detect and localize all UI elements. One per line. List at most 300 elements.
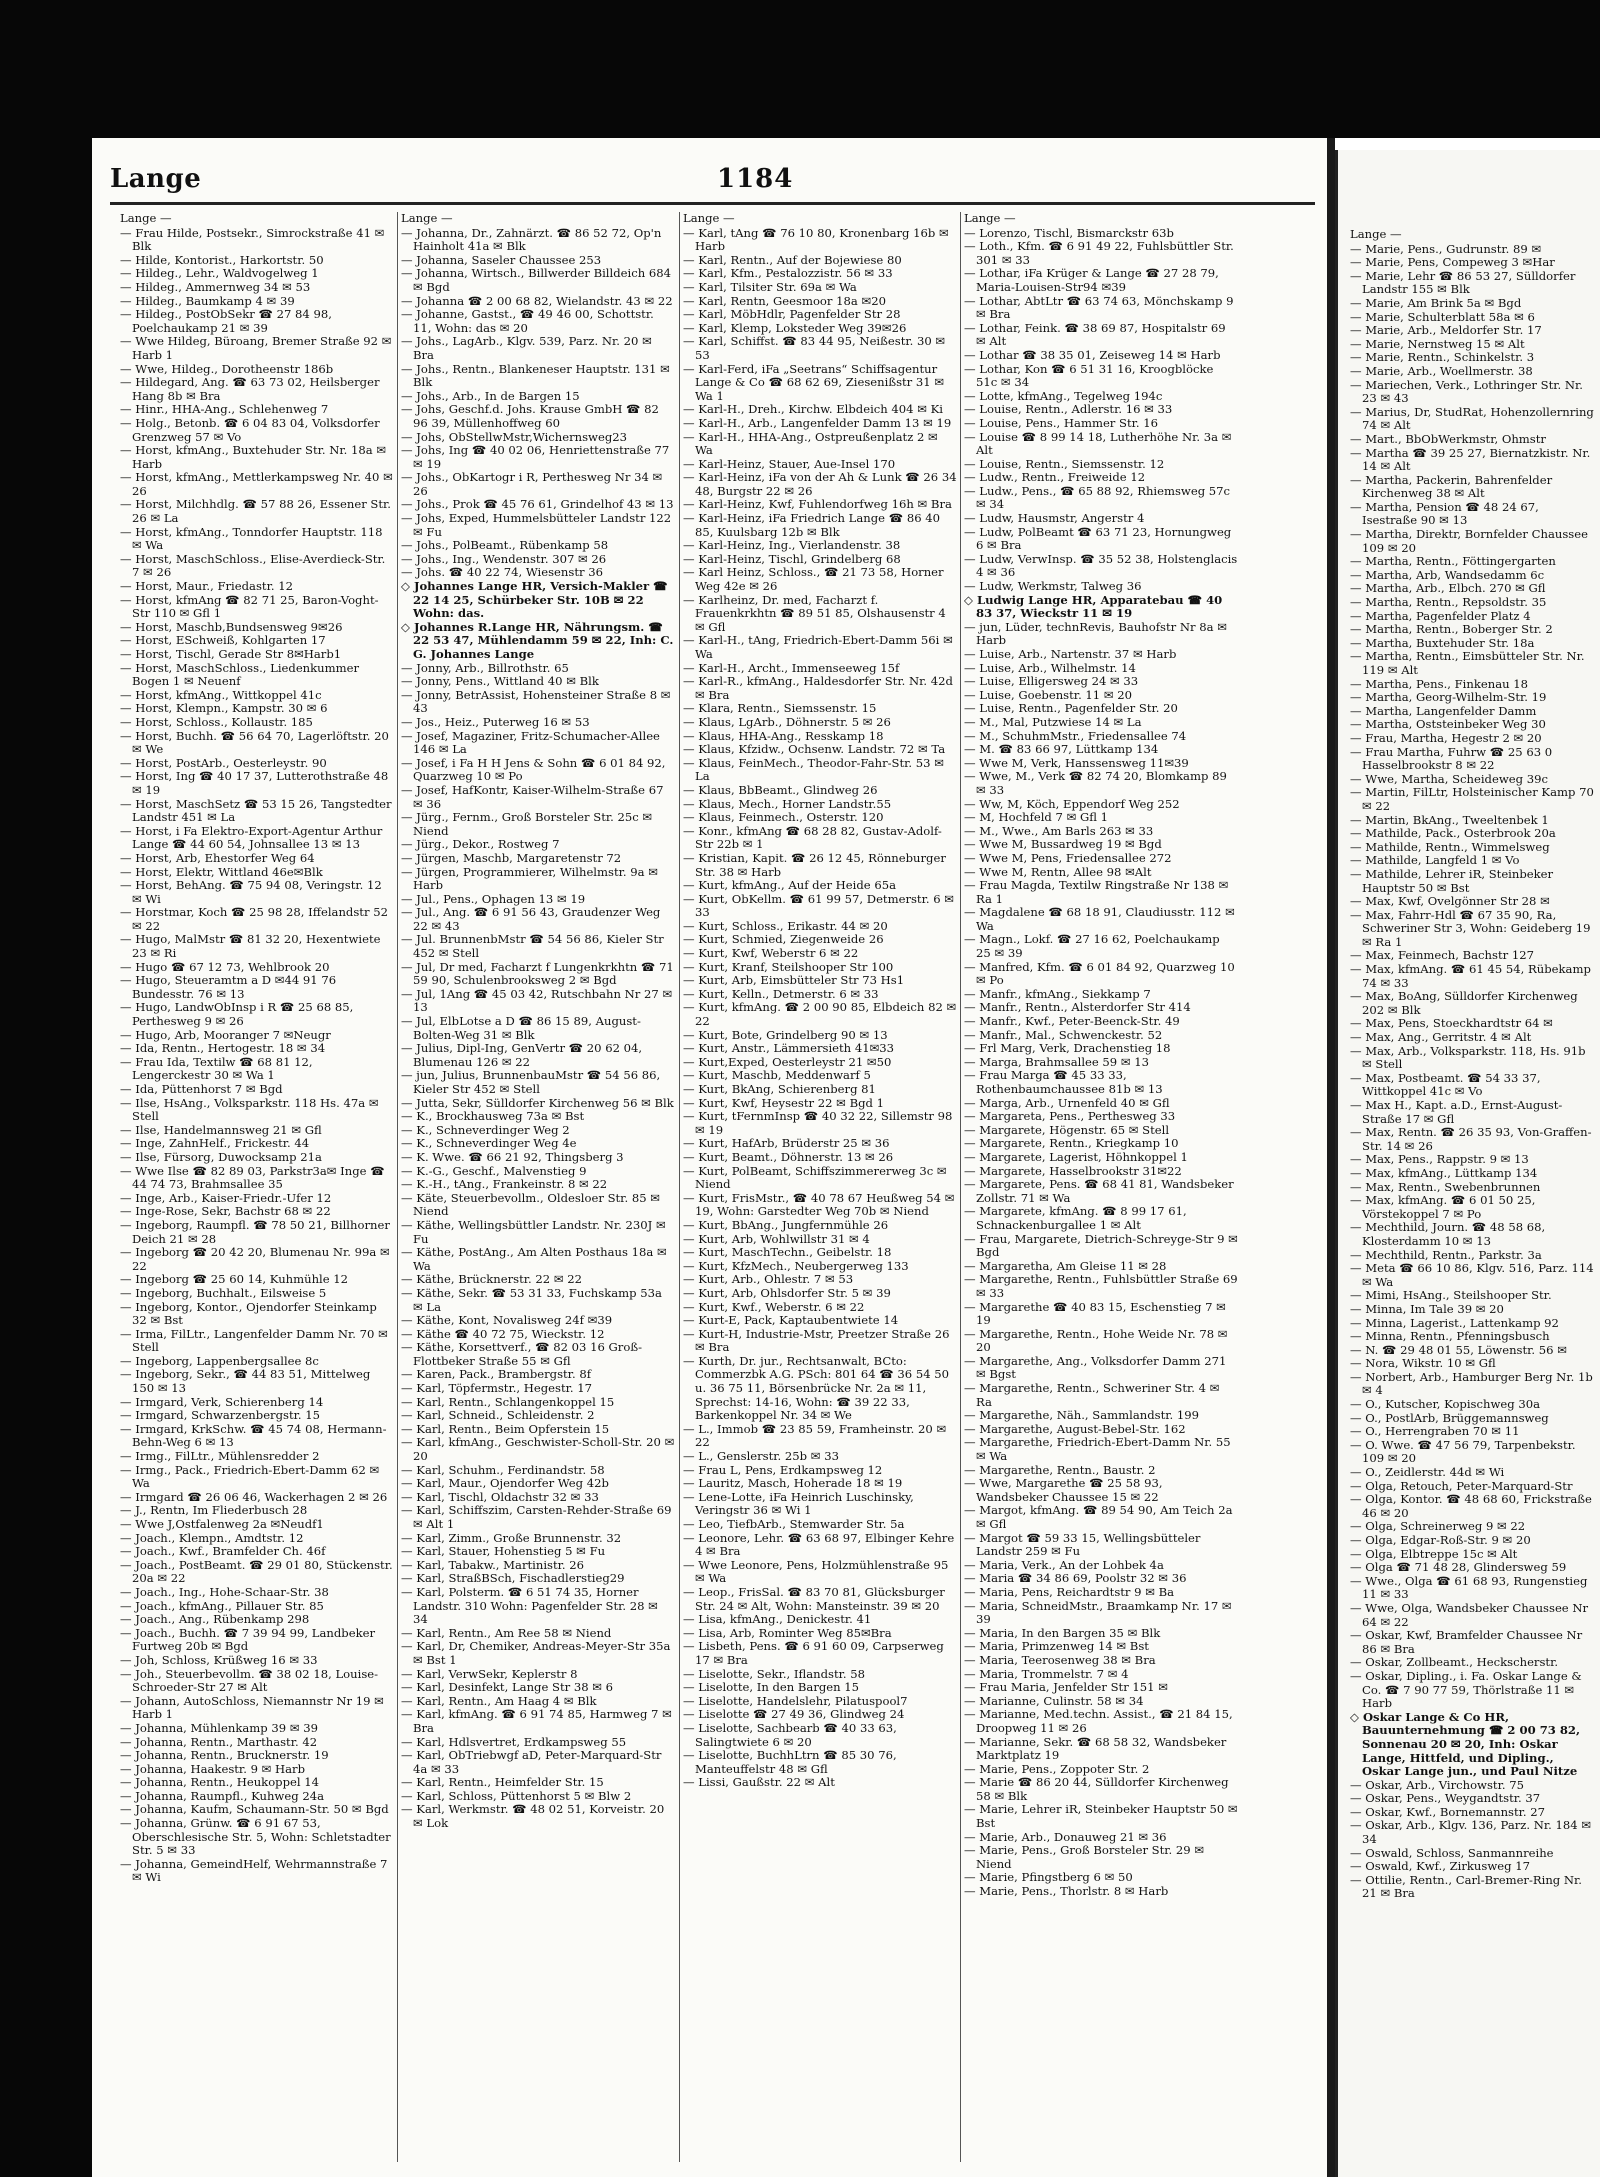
directory-entry: — Frau Magda, Textilw Ringstraße Nr 138 ✉ Ra 1 — [964, 878, 1229, 906]
directory-entry: — Martha, Packerin, Bahrenfelder Kirchenweg 38 ✉ Alt — [1350, 472, 1553, 501]
directory-entry: — Kurt, Kelln., Detmerstr. 6 ✉ 33 — [683, 986, 879, 1001]
directory-entry: — Ilse, Fürsorg, Duwocksamp 21a — [120, 1149, 322, 1164]
directory-entry: — Wwe, Martha, Scheideweg 39c — [1350, 771, 1548, 786]
directory-entry: — Luise, Arb., Nartenstr. 37 ✉ Harb — [964, 647, 1177, 661]
directory-entry: — Max, kfmAng. ☎ 61 45 54, Rübekamp 74 ✉ 33 — [1350, 962, 1591, 990]
directory-entry: — Liselotte, Handelslehr, Pilatuspool7 — [683, 1693, 908, 1708]
directory-entry: — Ww, M, Köch, Eppendorf Weg 252 — [964, 796, 1180, 811]
directory-entry: — Kurt, PolBeamt, Schiffszimmererweg 3c ✉ Niend — [683, 1163, 947, 1192]
directory-entry: — Manfr., kfmAng., Siekkamp 7 — [964, 986, 1151, 1001]
directory-entry: — Käthe, PostAng., Am Alten Posthaus 18a ✉ Wa — [401, 1245, 667, 1273]
directory-entry: — O. Wwe. ☎ 47 56 79, Tarpenbekstr. 109 ✉ 20 — [1350, 1437, 1576, 1466]
directory-entry: — Horst, kfmAng., Mettlerkampsweg Nr. 40 ✉ 26 — [120, 470, 393, 498]
directory-entry: — Louise, Rentn., Siemssenstr. 12 — [964, 456, 1165, 471]
directory-entry: — K. Wwe. ☎ 66 21 92, Thingsberg 3 — [401, 1149, 624, 1164]
directory-entry: — Olga, Edgar-Roß-Str. 9 ✉ 20 — [1350, 1533, 1531, 1547]
directory-entry: — Marga, Arb., Urnenfeld 40 ✉ Gfl — [964, 1095, 1170, 1110]
directory-entry: — Karl, Schloss, Püttenhorst 5 ✉ Blw 2 — [401, 1788, 632, 1803]
directory-entry: — Karl, Schuhm., Ferdinandstr. 58 — [401, 1462, 605, 1477]
directory-entry: — Ludw., Rentn., Freiweide 12 — [964, 470, 1146, 485]
directory-entry: — Karl, Dr, Chemiker, Andreas-Meyer-Str 35a ✉ Bst 1 — [401, 1639, 671, 1667]
directory-entry: — Marie, Arb., Woellmerstr. 38 — [1350, 363, 1533, 378]
directory-entry: — Martha, Arb., Elbch. 270 ✉ Gfl — [1350, 581, 1546, 596]
directory-entry: — Ingeborg, Lappenbergsallee 8c — [120, 1353, 319, 1368]
directory-entry: — Horst, Maur., Friedastr. 12 — [120, 579, 293, 594]
directory-entry: — Joach., Ing., Hohe-Schaar-Str. 38 — [120, 1584, 329, 1599]
directory-entry: — Ludw., Pens., ☎ 65 88 92, Rhiemsweg 57c ✉ 34 — [964, 483, 1231, 512]
directory-entry: — Leop., FrisSal. ☎ 83 70 81, Glücksburger Str. 24 ✉ Alt, Wohn: Mansteinstr. 39 ✉ 20 — [683, 1584, 945, 1613]
directory-entry: — Karl, tAng ☎ 76 10 80, Kronenbarg 16b ✉ Harb — [683, 225, 949, 254]
column-continuation-head: Lange — — [1350, 228, 1402, 241]
directory-entry: — Marie, Arb., Donauweg 21 ✉ 36 — [964, 1829, 1167, 1844]
directory-entry: — Max, Pens., Rappstr. 9 ✉ 13 — [1350, 1152, 1529, 1167]
directory-entry: — Marianne, Med.techn. Assist., ☎ 21 84 15, Droopweg 11 ✉ 26 — [964, 1707, 1233, 1735]
directory-entry: — Wwe, M., Verk ☎ 82 74 20, Blomkamp 89 ✉ 33 — [964, 769, 1227, 797]
directory-entry: — Lothar, AbtLtr ☎ 63 74 63, Mönchskamp 9 ✉ Bra — [964, 293, 1234, 322]
directory-entry: — Marie, Pfingstberg 6 ✉ 50 — [964, 1870, 1133, 1885]
directory-entry: — Ludw, PolBeamt ☎ 63 71 23, Hornungweg 6 ✉ Bra — [964, 524, 1232, 553]
directory-entry: — Johanna, Wirtsch., Billwerder Billdeich 684 ✉ Bgd — [401, 266, 671, 294]
directory-entry: — Ingeborg, Raumpfl. ☎ 78 50 21, Billhorner Deich 21 ✉ 28 — [120, 1217, 390, 1246]
directory-entry: — Kurt, kfmAng. ☎ 2 00 90 85, Elbdeich 82 ✉ 22 — [683, 1000, 957, 1029]
directory-entry: — Frau, Margarete, Dietrich-Schreyge-Str 9 ✉ Bgd — [964, 1231, 1238, 1260]
directory-entry: — Kurt,Exped, Oesterleystr 21 ✉50 — [683, 1054, 892, 1069]
directory-entry: — Martin, FilLtr, Holsteinischer Kamp 70 ✉ 22 — [1350, 785, 1594, 813]
directory-entry: — Inge, ZahnHelf., Frickestr. 44 — [120, 1136, 310, 1151]
directory-entry: — Inge-Rose, Sekr, Bachstr 68 ✉ 22 — [120, 1204, 331, 1219]
directory-entry: — Margarethe, Rentn., Fuhlsbüttler Straße 69 ✉ 33 — [964, 1272, 1238, 1300]
directory-entry: — Horst, Klempn., Kampstr. 30 ✉ 6 — [120, 701, 328, 716]
directory-entry: — Josef, HafKontr, Kaiser-Wilhelm-Straße 67 ✉ 36 — [401, 782, 664, 811]
directory-entry: — Liselotte, In den Bargen 15 — [683, 1680, 860, 1695]
scan-top-margin — [0, 0, 1600, 138]
directory-entry: — Irmg., Pack., Friedrich-Ebert-Damm 62 ✉ Wa — [120, 1462, 380, 1491]
directory-entry: — Magn., Lokf. ☎ 27 16 62, Poelchaukamp 25 ✉ 39 — [964, 932, 1220, 961]
column-divider — [960, 212, 961, 2162]
directory-entry: — Max, kfmAng. ☎ 6 01 50 25, Vörstekoppel 7 ✉ Po — [1350, 1193, 1536, 1221]
directory-entry: — Horst, Maschb,Bundsensweg 9✉26 — [120, 619, 343, 634]
directory-entry: — Frl Marg, Verk, Drachenstieg 18 — [964, 1041, 1171, 1056]
directory-entry: — Karl, Rentn., Schlangenkoppel 15 — [401, 1394, 615, 1409]
directory-entry: — Max, Postbeamt. ☎ 54 33 37, Wittkoppel 41c ✉ Vo — [1350, 1070, 1541, 1099]
directory-entry: — Hugo, MalMstr ☎ 81 32 20, Hexentwiete 23 ✉ Ri — [120, 932, 381, 961]
column-continuation-head: Lange — — [964, 212, 1016, 225]
directory-entry: — Jul. BrunnenbMstr ☎ 54 56 86, Kieler Str 452 ✉ Stell — [401, 932, 664, 961]
directory-entry: — Max, Fahrr-Hdl ☎ 67 35 90, Ra, Schweriner Str 3, Wohn: Geideberg 19 ✉ Ra 1 — [1350, 907, 1591, 949]
directory-entry: — Wwe Hildeg, Büroang, Bremer Straße 92 ✉ Harb 1 — [120, 334, 392, 362]
directory-entry: — Margarete, Hasselbrookstr 31✉22 — [964, 1163, 1182, 1178]
directory-entry: — Lene-Lotte, iFa Heinrich Luschinsky, Veringstr 36 ✉ Wi 1 — [683, 1489, 914, 1518]
directory-entry: — Inge, Arb., Kaiser-Friedr.-Ufer 12 — [120, 1190, 332, 1205]
directory-entry: — Lisa, kfmAng., Denickestr. 41 — [683, 1612, 872, 1627]
directory-entry: — Jürgen, Programmierer, Wilhelmstr. 9a ✉ Harb — [401, 864, 658, 893]
directory-entry: — O., Herrengraben 70 ✉ 11 — [1350, 1424, 1520, 1439]
running-header-name: Lange — [110, 164, 202, 194]
directory-entry: — Hugo, LandwObInsp i R ☎ 25 68 85, Perthesweg 9 ✉ 26 — [120, 1000, 354, 1029]
directory-entry: — Mechthild, Rentn., Parkstr. 3a — [1350, 1247, 1542, 1262]
directory-entry: — Louise ☎ 8 99 14 18, Lutherhöhe Nr. 3a ✉ Alt — [964, 429, 1232, 458]
directory-entry: — Wwe., Olga ☎ 61 68 93, Rungenstieg 11 ✉ 33 — [1350, 1573, 1588, 1602]
directory-entry: — Margarete, Lagerist, Höhnkoppel 1 — [964, 1149, 1188, 1164]
directory-entry: — Josef, i Fa H H Jens & Sohn ☎ 6 01 84 92, Quarzweg 10 ✉ Po — [401, 755, 666, 784]
directory-entry: — Martha, Direktr, Bornfelder Chaussee 109 ✉ 20 — [1350, 527, 1588, 555]
directory-entry: — Leonore, Lehr. ☎ 63 68 97, Elbinger Kehre 4 ✉ Bra — [683, 1530, 955, 1559]
column-continuation-head: Lange — — [120, 212, 172, 225]
directory-entry: — K., Brockhausweg 73a ✉ Bst — [401, 1109, 585, 1124]
directory-entry: — Martha, Rentn., Föttingergarten — [1350, 554, 1556, 569]
directory-entry: — Karl-Heinz, Ing., Vierlandenstr. 38 — [683, 538, 901, 553]
directory-entry: ◇ Johannes R.Lange HR, Nährungsm. ☎ 22 53 47, Mühlendamm 59 ✉ 22, Inh: C. G. Johannes Lange — [401, 619, 674, 661]
directory-entry: — Wwe Ilse ☎ 82 89 03, Parkstr3a✉ Inge ☎ 44 74 73, Brahmsallee 35 — [120, 1163, 385, 1192]
directory-entry: — Martha, Pension ☎ 48 24 67, Isestraße 90 ✉ 13 — [1350, 499, 1539, 528]
directory-entry: — Horst, Ing ☎ 40 17 37, Lutterothstraße 48 ✉ 19 — [120, 769, 389, 797]
directory-entry: — Olga, Retouch, Peter-Marquard-Str — [1350, 1478, 1573, 1493]
directory-entry: — J., Rentn, Im Fliederbusch 28 — [120, 1503, 308, 1518]
directory-entry: — Joach., Kwf., Bramfelder Ch. 46f — [120, 1544, 326, 1559]
directory-entry: — Max H., Kapt. a.D., Ernst-August-Straße 17 ✉ Gfl — [1350, 1098, 1563, 1126]
directory-entry: — Margarethe, Rentn., Schweriner Str. 4 ✉ Ra — [964, 1381, 1220, 1409]
directory-entry: — Martha, Rentn., Boberger Str. 2 — [1350, 622, 1553, 637]
directory-entry: — Irmgard, Schwarzenbergstr. 15 — [120, 1408, 321, 1423]
directory-entry: — Jul., Ang. ☎ 6 91 56 43, Graudenzer Weg 22 ✉ 43 — [401, 905, 661, 933]
directory-entry: — Margarethe, August-Bebel-Str. 162 — [964, 1421, 1186, 1436]
directory-entry: — Ottilie, Rentn., Carl-Bremer-Ring Nr. 21 ✉ Bra — [1350, 1872, 1582, 1901]
directory-entry: — Frau L, Pens, Erdkampsweg 12 — [683, 1462, 883, 1477]
directory-entry: — Johanna, GemeindHelf, Wehrmannstraße 7 ✉ Wi — [120, 1856, 388, 1885]
directory-entry: — Horst, MaschSetz ☎ 53 15 26, Tangstedter Landstr 451 ✉ La — [120, 796, 392, 825]
directory-entry: — Margarete, Pens. ☎ 68 41 81, Wandsbeker Zollstr. 71 ✉ Wa — [964, 1177, 1234, 1205]
directory-entry: — Maria, Teerosenweg 38 ✉ Bra — [964, 1652, 1156, 1667]
directory-entry: — Irmgard, Verk, Schierenberg 14 — [120, 1394, 324, 1409]
directory-entry: — Margarete, Högenstr. 65 ✉ Stell — [964, 1122, 1170, 1137]
directory-entry: — Martha, Rentn., Repsoldstr. 35 — [1350, 595, 1547, 610]
directory-entry: — jun, Lüder, technRevis, Bauhofstr Nr 8a ✉ Harb — [964, 619, 1227, 648]
directory-entry: — Mart., BbObWerkmstr, Ohmstr — [1350, 431, 1546, 446]
directory-entry: — Kurt, HafArb, Brüderstr 25 ✉ 36 — [683, 1136, 890, 1151]
scan-left-margin — [0, 0, 92, 2177]
directory-entry: — Manfred, Kfm. ☎ 6 01 84 92, Quarzweg 10 ✉ Po — [964, 959, 1235, 988]
directory-entry: — Minna, Lagerist., Lattenkamp 92 — [1350, 1315, 1559, 1330]
directory-entry: — Kurt, Schloss., Erikastr. 44 ✉ 20 — [683, 918, 888, 933]
directory-entry: — Kurt, Arb, Eimsbütteler Str 73 Hs1 — [683, 973, 905, 988]
directory-entry: — Lothar, Feink. ☎ 38 69 87, Hospitalstr 69 ✉ Alt — [964, 320, 1226, 349]
directory-entry: — Kristian, Kapit. ☎ 26 12 45, Rönneburger Str. 38 ✉ Harb — [683, 850, 946, 879]
directory-entry: — Margarethe, Ang., Volksdorfer Damm 271 ✉ Bgst — [964, 1353, 1227, 1382]
directory-entry: — Maria, Trommelstr. 7 ✉ 4 — [964, 1666, 1129, 1681]
directory-entry: — Joh, Schloss, Krüßweg 16 ✉ 33 — [120, 1652, 318, 1667]
entry-list — [401, 227, 675, 1831]
directory-entry: — Karl, Desinfekt, Lange Str 38 ✉ 6 — [401, 1680, 614, 1695]
directory-entry: — Wwe M, Verk, Hanssensweg 11✉39 — [964, 755, 1189, 770]
directory-entry: — Liselotte ☎ 27 49 36, Glindweg 24 — [683, 1707, 905, 1722]
directory-entry: — Wwe, Olga, Wandsbeker Chaussee Nr 64 ✉ 22 — [1350, 1600, 1589, 1629]
directory-entry: — Hildegard, Ang. ☎ 63 73 02, Heilsberger Hang 8b ✉ Bra — [120, 375, 380, 403]
directory-entry: — Kurt, Maschb, Meddenwarf 5 — [683, 1068, 871, 1083]
directory-entry: — Klaus, HHA-Ang., Resskamp 18 — [683, 728, 884, 743]
directory-entry: — Kurt, KfzMech., Neubergerweg 133 — [683, 1258, 909, 1273]
directory-entry: — Liselotte, BuchhLtrn ☎ 85 30 76, Manteuffelstr 48 ✉ Gfl — [683, 1748, 897, 1776]
directory-entry: — Kurt, Arb, Wohlwillstr 31 ✉ 4 — [683, 1231, 870, 1246]
header-rule — [110, 202, 1315, 205]
directory-entry: — Johs, Exped, Hummelsbütteler Landstr 122 ✉ Fu — [401, 511, 672, 539]
directory-entry: — Karl-H., Dreh., Kirchw. Elbdeich 404 ✉ Ki — [683, 402, 944, 417]
directory-entry: — Mathilde, Lehrer iR, Steinbeker Hauptstr 50 ✉ Bst — [1350, 866, 1554, 895]
directory-entry: — Hinr., HHA-Ang., Schlehenweg 7 — [120, 402, 329, 417]
directory-entry: — Max, Pens, Stoeckhardtstr 64 ✉ — [1350, 1016, 1553, 1031]
directory-entry: — K.-G., Geschf., Malvenstieg 9 — [401, 1163, 587, 1178]
directory-entry: — Kurt, Arb., Ohlestr. 7 ✉ 53 — [683, 1272, 854, 1287]
directory-entry: — Karl, Schiffst. ☎ 83 44 95, Neißestr. 30 ✉ 53 — [683, 334, 946, 362]
directory-entry: — Margarete, Rentn., Kriegkamp 10 — [964, 1136, 1179, 1151]
directory-entry: — Horst, Schloss., Kollaustr. 185 — [120, 714, 313, 729]
directory-entry: — Kurt, MaschTechn., Geibelstr. 18 — [683, 1245, 892, 1260]
directory-entry: — Karl, StraßBSch, Fischadlerstieg29 — [401, 1571, 625, 1586]
directory-entry: — Maria, Primzenweg 14 ✉ Bst — [964, 1639, 1149, 1654]
directory-entry: — Minna, Im Tale 39 ✉ 20 — [1350, 1301, 1504, 1316]
column-divider — [397, 212, 398, 2162]
directory-entry: — Minna, Rentn., Pfenningsbusch — [1350, 1329, 1550, 1344]
directory-entry: — Johanna, Grünw. ☎ 6 91 67 53, Oberschlesische Str. 5, Wohn: Schletstadter Str. 5 ✉ 33 — [120, 1816, 391, 1858]
directory-entry: — Kurth, Dr. jur., Rechtsanwalt, BCto: Commerzbk A.G. PSch: 801 64 ☎ 36 54 50 u. 36 75 11, Börsenbrücke Nr. 2a ✉ 11, Sprechst: 14-16, Wohn: ☎ 39 22 33, Barkenkoppel Nr. 34 ✉ We — [683, 1353, 950, 1423]
directory-entry: — Kurt, tFernmInsp ☎ 40 32 22, Sillemstr 98 ✉ 19 — [683, 1109, 953, 1137]
directory-entry: — Marie, Pens., Zoppoter Str. 2 — [964, 1761, 1150, 1776]
directory-entry: — Hugo, Steueramtm a D ✉44 91 76 Bundesstr. 76 ✉ 13 — [120, 973, 337, 1001]
directory-entry: — Hildeg., Baumkamp 4 ✉ 39 — [120, 293, 295, 308]
directory-entry: — Jul, ElbLotse a D ☎ 86 15 89, August-Bolten-Weg 31 ✉ Blk — [401, 1014, 641, 1042]
directory-entry: — Jonny, Pens., Wittland 40 ✉ Blk — [401, 674, 599, 689]
directory-entry: — Max, Arb., Volksparkstr. 118, Hs. 91b ✉ Stell — [1350, 1043, 1586, 1072]
directory-entry: — Johanna, Haakestr. 9 ✉ Harb — [120, 1761, 306, 1776]
directory-entry: — Kurt, Kwf., Weberstr. 6 ✉ 22 — [683, 1299, 865, 1314]
directory-entry: — Kurt, BbAng., Jungfernmühle 26 — [683, 1217, 889, 1232]
directory-entry: — Frau Martha, Fuhrw ☎ 25 63 0 Hasselbrookstr 8 ✉ 22 — [1350, 744, 1553, 773]
directory-entry: — Lotte, kfmAng., Tegelweg 194c — [964, 388, 1163, 403]
directory-entry: — Johs., LagArb., Klgv. 539, Parz. Nr. 20 ✉ Bra — [401, 334, 652, 362]
directory-entry: — Johs, ObStellwMstr,Wichernsweg23 — [401, 429, 628, 444]
directory-entry: — Johs., Prok ☎ 45 76 61, Grindelhof 43 ✉ 13 — [401, 497, 674, 512]
directory-entry: — Johanna, Mühlenkamp 39 ✉ 39 — [120, 1720, 318, 1735]
directory-entry: ◇ Johannes Lange HR, Versich-Makler ☎ 22 14 25, Schürbeker Str. 10B ✉ 22 Wohn: das. — [401, 579, 668, 621]
directory-entry: ◇ Oskar Lange & Co HR, Bauunternehmung ☎ 2 00 73 82, Sonnenau 20 ✉ 20, Inh: Oskar Lange, Hittfeld, und Dipling., Oskar Lange jun., und Paul Nitze — [1350, 1709, 1581, 1779]
directory-entry: — Käthe ☎ 40 72 75, Wieckstr. 12 — [401, 1326, 605, 1341]
directory-entry: — Ida, Rentn., Hertogestr. 18 ✉ 34 — [120, 1041, 326, 1056]
directory-entry: — Martha ☎ 39 25 27, Biernatzkistr. Nr. 14 ✉ Alt — [1350, 445, 1591, 474]
directory-entry: — Irma, FilLtr., Langenfelder Damm Nr. 70 ✉ Stell — [120, 1326, 388, 1355]
directory-entry: — Margareta, Pens., Perthesweg 33 — [964, 1109, 1176, 1124]
directory-entry: — Horst, kfmAng ☎ 82 71 25, Baron-Voght-Str 110 ✉ Gfl 1 — [120, 592, 379, 621]
directory-entry: — Jos., Heiz., Puterweg 16 ✉ 53 — [401, 714, 590, 729]
directory-entry: — Joach., Buchh. ☎ 7 39 94 99, Landbeker Furtweg 20b ✉ Bgd — [120, 1625, 376, 1654]
directory-entry: — Jonny, Arb., Billrothstr. 65 — [401, 660, 569, 675]
directory-entry: — Max, Kwf, Ovelgönner Str 28 ✉ — [1350, 894, 1550, 909]
directory-entry: — Martha, Arb, Wandsedamm 6c — [1350, 567, 1545, 582]
directory-entry: — K., Schneverdinger Weg 4e — [401, 1136, 577, 1151]
directory-entry: — Marianne, Sekr. ☎ 68 58 32, Wandsbeker Marktplatz 19 — [964, 1734, 1227, 1763]
directory-entry: — Karl-H., Arb., Langenfelder Damm 13 ✉ 19 — [683, 415, 952, 430]
directory-entry: — Karl, Tischl, Oldachstr 32 ✉ 33 — [401, 1489, 599, 1504]
directory-entry: — Maria, In den Bargen 35 ✉ Blk — [964, 1625, 1161, 1640]
directory-entry: — Ilse, Handelmannsweg 21 ✉ Gfl — [120, 1122, 322, 1137]
directory-entry: — Käte, Steuerbevollm., Oldesloer Str. 85 ✉ Niend — [401, 1190, 660, 1219]
directory-entry: — Luise, Goebenstr. 11 ✉ 20 — [964, 687, 1133, 702]
directory-entry: — Mechthild, Journ. ☎ 48 58 68, Klosterdamm 10 ✉ 13 — [1350, 1220, 1546, 1248]
directory-entry: — Johanna, Dr., Zahnärzt. ☎ 86 52 72, Op'n Hainholt 41a ✉ Blk — [401, 225, 662, 254]
directory-entry: — Horstmar, Koch ☎ 25 98 28, Iffelandstr 52 ✉ 22 — [120, 905, 388, 933]
directory-entry: — Loth., Kfm. ☎ 6 91 49 22, Fuhlsbüttler Str. 301 ✉ 33 — [964, 239, 1234, 267]
directory-entry: — Jul, Dr med, Facharzt f Lungenkrkhtn ☎ 71 59 90, Schulenbrooksweg 2 ✉ Bgd — [401, 959, 674, 988]
directory-entry: — Johanna, Rentn., Heukoppel 14 — [120, 1775, 320, 1790]
directory-entry: — Johanna, Kaufm, Schaumann-Str. 50 ✉ Bgd — [120, 1802, 389, 1817]
directory-entry: — Martha, Georg-Wilhelm-Str. 19 — [1350, 690, 1547, 705]
directory-entry: — Frau, Martha, Hegestr 2 ✉ 20 — [1350, 730, 1542, 745]
directory-entry: — Karl, kfmAng. ☎ 6 91 74 85, Harmweg 7 ✉ Bra — [401, 1707, 672, 1735]
directory-entry: — Karl, Rentn., Auf der Bojewiese 80 — [683, 252, 902, 267]
directory-entry: — Karl-R., kfmAng., Haldesdorfer Str. Nr. 42d ✉ Bra — [683, 674, 953, 702]
directory-entry: — Marie, Lehr ☎ 86 53 27, Sülldorfer Landstr 155 ✉ Blk — [1350, 268, 1576, 297]
directory-entry: — Marie, Pens., Groß Borsteler Str. 29 ✉ Niend — [964, 1843, 1205, 1871]
directory-entry: — Kurt, Schmied, Ziegenweide 26 — [683, 932, 884, 947]
directory-entry: — Johanna, Saseler Chaussee 253 — [401, 252, 602, 267]
directory-entry: — Maria, SchneidMstr., Braamkamp Nr. 17 ✉ 39 — [964, 1598, 1232, 1627]
directory-entry: — Jonny, BetrAssist, Hohensteiner Straße 8 ✉ 43 — [401, 687, 671, 716]
directory-column-1 — [120, 212, 394, 2167]
directory-entry: — Marianne, Culinstr. 58 ✉ 34 — [964, 1693, 1144, 1708]
directory-entry: — Marie, Pens, Compeweg 3 ✉Har — [1350, 255, 1555, 270]
directory-entry: — Horst, Milchhdlg. ☎ 57 88 26, Essener Str. 26 ✉ La — [120, 497, 391, 526]
directory-entry: — Max, kfmAng., Lüttkamp 134 — [1350, 1165, 1538, 1180]
directory-entry: — Ingeborg ☎ 20 42 20, Blumenau Nr. 99a ✉ 22 — [120, 1245, 390, 1273]
directory-entry: — N. ☎ 29 48 01 55, Löwenstr. 56 ✉ — [1350, 1342, 1567, 1357]
directory-entry: — Karl, Rentn., Beim Opferstein 15 — [401, 1421, 610, 1436]
directory-entry: — Lauritz, Masch, Hoherade 18 ✉ 19 — [683, 1476, 903, 1491]
column-divider — [679, 212, 680, 2162]
directory-entry: — Martin, BkAng., Tweeltenbek 1 — [1350, 812, 1549, 827]
directory-entry: — Margarete, kfmAng. ☎ 8 99 17 61, Schnackenburgallee 1 ✉ Alt — [964, 1204, 1187, 1232]
directory-entry: — Jürgen, Maschb, Margaretenstr 72 — [401, 850, 622, 865]
directory-entry: — Marie, Pens., Thorlstr. 8 ✉ Harb — [964, 1884, 1169, 1899]
directory-entry: — Jutta, Sekr, Sülldorfer Kirchenweg 56 ✉ Blk — [401, 1095, 674, 1110]
directory-entry: — Wwe, Hildeg., Dorotheenstr 186b — [120, 361, 334, 376]
directory-entry: — Wwe, Margarethe ☎ 25 58 93, Wandsbeker Chaussee 15 ✉ 22 — [964, 1476, 1163, 1504]
directory-entry: — Manfr., Kwf., Peter-Beenck-Str. 49 — [964, 1014, 1180, 1029]
directory-entry: — Kurt, kfmAng., Auf der Heide 65a — [683, 878, 896, 893]
directory-entry: — Josef, Magaziner, Fritz-Schumacher-Allee 146 ✉ La — [401, 728, 660, 757]
directory-column-4 — [964, 212, 1238, 2167]
directory-entry: — Martha, Buxtehuder Str. 18a — [1350, 635, 1535, 650]
directory-entry: — Horst, BehAng. ☎ 75 94 08, Veringstr. 12 ✉ Wi — [120, 878, 382, 906]
directory-entry: — Wwe M, Rentn, Allee 98 ✉Alt — [964, 864, 1152, 879]
directory-entry: — Käthe, Korsettverf., ☎ 82 03 16 Groß-Flottbeker Straße 55 ✉ Gfl — [401, 1340, 642, 1368]
directory-entry: — Karl-Heinz, Tischl, Grindelberg 68 — [683, 551, 901, 566]
directory-entry: — Klaus, FeinMech., Theodor-Fahr-Str. 53 ✉ La — [683, 755, 944, 784]
directory-entry: — Jul., Pens., Ophagen 13 ✉ 19 — [401, 891, 586, 906]
directory-entry: — Marie, Arb., Meldorfer Str. 17 — [1350, 323, 1542, 338]
directory-entry: — M., Mal, Putzwiese 14 ✉ La — [964, 714, 1142, 729]
directory-entry: — Johs., Arb., In de Bargen 15 — [401, 388, 580, 403]
directory-entry: — Konr., kfmAng ☎ 68 28 82, Gustav-Adolf-Str 22b ✉ 1 — [683, 823, 942, 852]
directory-entry: — Karl, MöbHdlr, Pagenfelder Str 28 — [683, 307, 901, 322]
directory-entry: — Johanne, Gastst., ☎ 49 46 00, Schottstr. 11, Wohn: das ✉ 20 — [401, 307, 654, 335]
directory-entry: — Margot ☎ 59 33 15, Wellingsbütteler Landstr 259 ✉ Fu — [964, 1530, 1201, 1559]
directory-entry: — Horst, kfmAng., Wittkoppel 41c — [120, 687, 322, 702]
directory-entry: — Hugo, Arb, Mooranger 7 ✉Neugr — [120, 1027, 331, 1042]
directory-entry: — Karl, Schneid., Schleidenstr. 2 — [401, 1408, 595, 1423]
directory-entry: — Marie ☎ 86 20 44, Sülldorfer Kirchenweg 58 ✉ Blk — [964, 1775, 1229, 1803]
directory-entry: — Horst, Tischl, Gerade Str 8✉Harb1 — [120, 647, 342, 661]
directory-entry: — Irmgard, KrkSchw. ☎ 45 74 08, Hermann-Behn-Weg 6 ✉ 13 — [120, 1421, 387, 1450]
directory-entry: — Hilde, Kontorist., Harkortstr. 50 — [120, 252, 324, 267]
directory-entry: — Margot, kfmAng. ☎ 89 54 90, Am Teich 2a ✉ Gfl — [964, 1503, 1233, 1531]
directory-entry: — Käthe, Sekr. ☎ 53 31 33, Fuchskamp 53a ✉ La — [401, 1285, 662, 1314]
directory-entry: — Frau Maria, Jenfelder Str 151 ✉ — [964, 1680, 1168, 1695]
directory-entry: — Klaus, BbBeamt., Glindweg 26 — [683, 782, 878, 797]
directory-entry: — Käthe, Brücknerstr. 22 ✉ 22 — [401, 1272, 582, 1287]
directory-entry: — Karl, Tabakw., Martinistr. 26 — [401, 1557, 585, 1572]
directory-entry: — Johanna, Rentn., Marthastr. 42 — [120, 1734, 318, 1749]
directory-entry: — Ingeborg, Kontor., Ojendorfer Steinkamp 32 ✉ Bst — [120, 1299, 377, 1328]
directory-entry: — Karl-H., Archt., Immenseeweg 15f — [683, 660, 900, 675]
directory-entry: — Karl, Rentn., Heimfelder Str. 15 — [401, 1775, 604, 1790]
directory-entry: — Horst, Buchh. ☎ 56 64 70, Lagerlöftstr. 20 ✉ We — [120, 728, 389, 757]
directory-entry: — Marie, Schulterblatt 58a ✉ 6 — [1350, 309, 1535, 324]
directory-entry: — Kurt, Kranf, Steilshooper Str 100 — [683, 959, 894, 974]
directory-entry: — M. ☎ 83 66 97, Lüttkamp 134 — [964, 742, 1159, 757]
directory-entry: — Lisbeth, Pens. ☎ 6 91 60 09, Carpserweg 17 ✉ Bra — [683, 1639, 944, 1667]
directory-entry: — Martha, Pens., Finkenau 18 — [1350, 676, 1529, 691]
directory-entry: — Kurt, FrisMstr., ☎ 40 78 67 Heußweg 54 ✉ 19, Wohn: Garstedter Weg 70b ✉ Niend — [683, 1190, 955, 1219]
directory-entry: — Margarethe, Näh., Sammlandstr. 199 — [964, 1408, 1200, 1423]
directory-entry: — Kurt, ObKellm. ☎ 61 99 57, Detmerstr. 6 ✉ 33 — [683, 891, 955, 920]
directory-entry: — Kurt, Anstr., Lämmersieth 41✉33 — [683, 1041, 895, 1056]
directory-entry: — Horst, MaschSchloss., Liedenkummer Bogen 1 ✉ Neuenf — [120, 660, 360, 689]
directory-entry: — Karl, VerwSekr, Keplerstr 8 — [401, 1666, 578, 1681]
directory-entry: — Karl, Töpfermstr., Hegestr. 17 — [401, 1381, 593, 1396]
directory-entry: — Ingeborg ☎ 25 60 14, Kuhmühle 12 — [120, 1272, 349, 1287]
directory-entry: — Horst, Elektr, Wittland 46e✉Blk — [120, 864, 323, 879]
directory-entry: — Jürg., Dekor., Rostweg 7 — [401, 837, 560, 852]
directory-entry: — Oskar, Pens., Weygandtstr. 37 — [1350, 1791, 1541, 1806]
directory-entry: — Margarethe, Rentn., Hohe Weide Nr. 78 ✉ 20 — [964, 1326, 1228, 1355]
directory-entry: — Marga, Brahmsallee 59 ✉ 13 — [964, 1054, 1150, 1069]
directory-entry: — Max, BoAng, Sülldorfer Kirchenweg 202 ✉ Blk — [1350, 989, 1578, 1017]
directory-entry: — Irmgard ☎ 26 06 46, Wackerhagen 2 ✉ 26 — [120, 1489, 388, 1504]
directory-entry: — Oswald, Schloss, Sanmannreihe — [1350, 1845, 1554, 1860]
directory-entry: — Oskar, Zollbeamt., Heckscherstr. — [1350, 1655, 1559, 1670]
directory-entry: — Mathilde, Pack., Osterbrook 20a — [1350, 826, 1556, 841]
directory-entry: — Horst, PostArb., Oesterleystr. 90 — [120, 755, 327, 770]
directory-entry: — Kurt, Beamt., Döhnerstr. 13 ✉ 26 — [683, 1149, 894, 1164]
directory-entry: — Luise, Rentn., Pagenfelder Str. 20 — [964, 701, 1178, 716]
directory-entry: — Karl-Heinz, iFa Friedrich Lange ☎ 86 40 85, Kuulsbarg 12b ✉ Blk — [683, 511, 941, 539]
directory-entry: — Mimi, HsAng., Steilshooper Str. — [1350, 1288, 1552, 1303]
directory-entry: — Lissi, Gaußstr. 22 ✉ Alt — [683, 1775, 835, 1790]
directory-entry: — Klaus, Mech., Horner Landstr.55 — [683, 796, 892, 811]
directory-entry: — Karl, Stauer, Hohenstieg 5 ✉ Fu — [401, 1544, 606, 1559]
directory-entry: — Marie, Lehrer iR, Steinbeker Hauptstr 50 ✉ Bst — [964, 1802, 1238, 1831]
directory-entry: — Louise, Rentn., Adlerstr. 16 ✉ 33 — [964, 402, 1173, 417]
directory-entry: — Oskar, Kwf, Bramfelder Chaussee Nr 86 ✉ Bra — [1350, 1628, 1583, 1656]
directory-entry: — Johs., Rentn., Blankeneser Hauptstr. 131 ✉ Blk — [401, 361, 670, 390]
directory-entry: — Karen, Pack., Brambergstr. 8f — [401, 1367, 591, 1382]
directory-entry: — Maria, Pens, Reichardtstr 9 ✉ Ba — [964, 1584, 1175, 1599]
directory-entry: — Liselotte, Sekr., Iflandstr. 58 — [683, 1666, 866, 1681]
directory-entry: — M., SchuhmMstr., Friedensallee 74 — [964, 728, 1187, 743]
column-continuation-head: Lange — — [401, 212, 453, 225]
directory-entry: — Meta ☎ 66 10 86, Klgv. 516, Parz. 114 ✉ Wa — [1350, 1261, 1594, 1289]
directory-entry: — Mariechen, Verk., Lothringer Str. Nr. 23 ✉ 43 — [1350, 377, 1583, 406]
directory-entry: — Joach., PostBeamt. ☎ 29 01 80, Stückenstr. 20a ✉ 22 — [120, 1557, 393, 1586]
directory-entry: — Jul, 1Ang ☎ 45 03 42, Rutschbahn Nr 27 ✉ 13 — [401, 986, 673, 1015]
